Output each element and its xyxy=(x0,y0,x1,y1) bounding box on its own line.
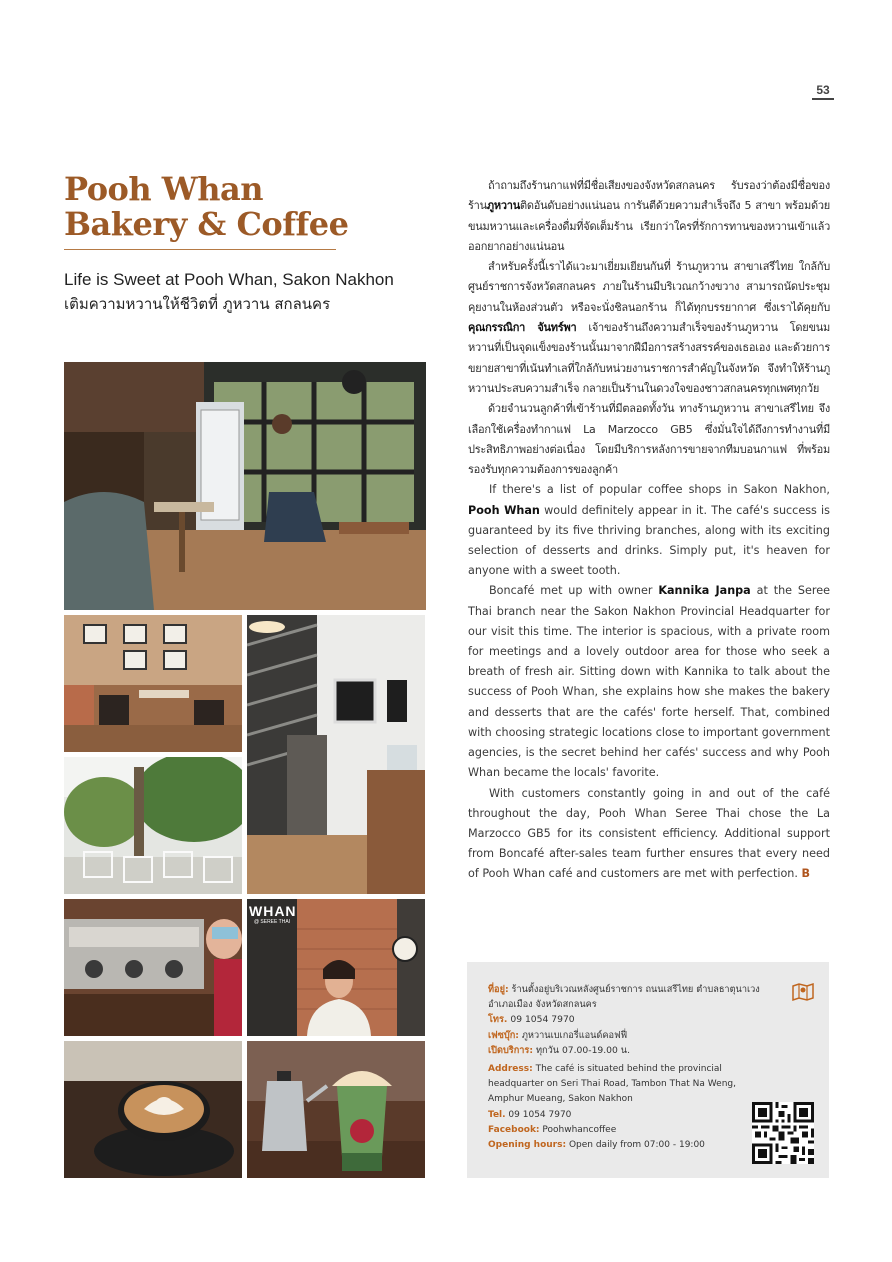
info-thai xyxy=(488,982,778,1058)
bold-shop-name: ภูหวาน xyxy=(486,199,520,213)
article-body xyxy=(468,176,830,885)
photo-garden-seating xyxy=(64,757,242,894)
subtitle-thai: เติมความหวานให้ชีวิตที่ ภูหวาน สกลนคร xyxy=(64,295,331,313)
info-address: Address: The café is situated behind the provincial headquarter on Seri Thai Road, Tambon That Na Weng, Amphur Mueang, Sakon Nakhon xyxy=(488,1064,736,1105)
info-box xyxy=(467,962,829,1178)
photo-stairs-counter xyxy=(247,615,425,894)
photo-kettle-iced-drink xyxy=(247,1041,425,1178)
photo-cafe-interior xyxy=(64,362,426,610)
photo-dining-area xyxy=(64,615,242,752)
end-mark-icon: B xyxy=(801,867,811,881)
english-paragraph-3: With customers constantly going in and out of the café throughout the day, Pooh Whan Seree Thai chose the La Marzocco GB5 for its consistent efficiency. Additional support from Boncafé after-sales team further ensures that every need of Pooh Whan café and customers are met with perfection. B xyxy=(468,786,830,881)
storefront-sign xyxy=(249,903,295,925)
info-english xyxy=(488,1062,758,1153)
title-line-1: Pooh Whan xyxy=(64,170,263,208)
bold-shop-name-en: Pooh Whan xyxy=(468,503,540,517)
thai-paragraph-3: ด้วยจำนวนลูกค้าที่เข้าร้านที่มีตลอดทั้งวัน ทางร้านภูหวาน สาขาเสรีไทย จึงเลือกใช้เครื่องทำกาแฟ La Marzocco GB5 ซึ่งมั่นใจได้ถึงการทำงานที่มีประสิทธิภาพอย่างต่อเนื่อง โดยมีบริการหลังการขายจากทีมบอนกาแฟ ที่พร้อมรองรับทุกความต้องการของลูกค้า xyxy=(468,402,830,477)
subtitle-english: Life is Sweet at Pooh Whan, Sakon Nakhon xyxy=(64,270,394,289)
info-facebook: Facebook: Poohwhancoffee xyxy=(488,1124,617,1135)
info-thai-hours: เปิดบริการ: ทุกวัน 07.00-19.00 น. xyxy=(488,1044,630,1056)
info-hours: Opening hours: Open daily from 07:00 - 19:00 xyxy=(488,1140,705,1151)
article-title xyxy=(64,172,354,242)
page-number: 53 xyxy=(812,83,834,100)
qr-code-icon[interactable] xyxy=(752,1102,814,1164)
storefront-sign-title: WHAN xyxy=(249,903,297,919)
english-paragraph-2: Boncafé met up with owner Kannika Janpa at the Seree Thai branch near the Sakon Nakhon Provincial Headquarter for our visit this time. The interior is spacious, with a private room for meetings and a lovely outdoor area for those who seek a breath of fresh air. Sitting down with Kannika to talk about the success of Pooh Whan, she explains how she makes the bakery and desserts that are the cafés' forte herself. That, combined with choosing strategic locations close to important government agencies, is the secret behind her cafés' success and why Pooh Whan became the locals' favorite. xyxy=(468,584,830,780)
storefront-sign-subtitle: @ SEREE THAI xyxy=(253,919,291,925)
thai-paragraph-1: ถ้าถามถึงร้านกาแฟที่มีชื่อเสียงของจังหวัดสกลนคร รับรองว่าต้องมีชื่อของร้านภูหวานติดอันดับอย่างแน่นอน การันตีด้วยความสำเร็จถึง 5 สาขา พร้อมด้วยขนมหวานและเครื่องดื่มที่จัดเต็มร้าน เรียกว่าใครที่รักการทานของหวานเข้าแล้วออกยากอย่างแน่นอน xyxy=(468,179,830,253)
english-paragraph-1: If there's a list of popular coffee shops in Sakon Nakhon, Pooh Whan would definitely appear in it. The café's success is guaranteed by its five thriving branches, along with its exciting selection of desserts and drinks. Simply put, it's heaven for anyone with a sweet tooth. xyxy=(468,483,830,578)
bold-owner-name-en: Kannika Janpa xyxy=(658,584,751,598)
photo-barista-espresso-machine xyxy=(64,899,242,1036)
info-thai-tel: โทร. 09 1054 7970 xyxy=(488,1014,575,1026)
info-thai-facebook: เฟซบุ๊ก: ภูหวานเบเกอรี่แอนด์คอฟฟี่ xyxy=(488,1029,628,1041)
thai-paragraph-2: สำหรับครั้งนี้เราได้แวะมาเยี่ยมเยียนกันที่ ร้านภูหวาน สาขาเสรีไทย ใกล้กับศูนย์ราชการจังหวัดสกลนคร ภายในร้านมีบริเวณกว้างขวาง สามารถนัดประชุมคุยงานในห้องส่วนตัว หรือจะนั่งชิลนอกร้าน ก็ได้ทุกบรรยากาศ ซึ่งเราได้คุยกับคุณกรรณิกา จันทร์พา เจ้าของร้านถึงความสำเร็จของร้านภูหวาน โดยขนมหวานที่เป็นจุดแข็งของร้านนั้นมาจากฝีมือการสร้างสรรค์ของเธอเอง และด้วยการขยายสาขาที่เน้นทำเลที่ใกล้กับหน่วยงานราชการสำคัญในจังหวัด จึงทำให้ร้านภูหวานประสบความสำเร็จ กลายเป็นร้านในดวงใจของชาวสกลนครทุกเพศทุกวัย xyxy=(468,260,830,395)
info-tel: Tel. 09 1054 7970 xyxy=(488,1109,572,1120)
title-line-2: Bakery & Coffee xyxy=(64,205,349,243)
photo-owner-storefront xyxy=(247,899,425,1036)
map-icon xyxy=(792,982,814,1002)
photo-latte-art xyxy=(64,1041,242,1178)
title-divider xyxy=(64,249,336,250)
bold-owner-name-thai: คุณกรรณิกา จันทร์พา xyxy=(468,321,577,335)
info-thai-location: ที่อยู่: ร้านตั้งอยู่บริเวณหลังศูนย์ราชการ ถนนเสรีไทย ตำบลธาตุนาเวง อำเภอเมือง จังหวัดสกลนคร xyxy=(488,984,760,1011)
